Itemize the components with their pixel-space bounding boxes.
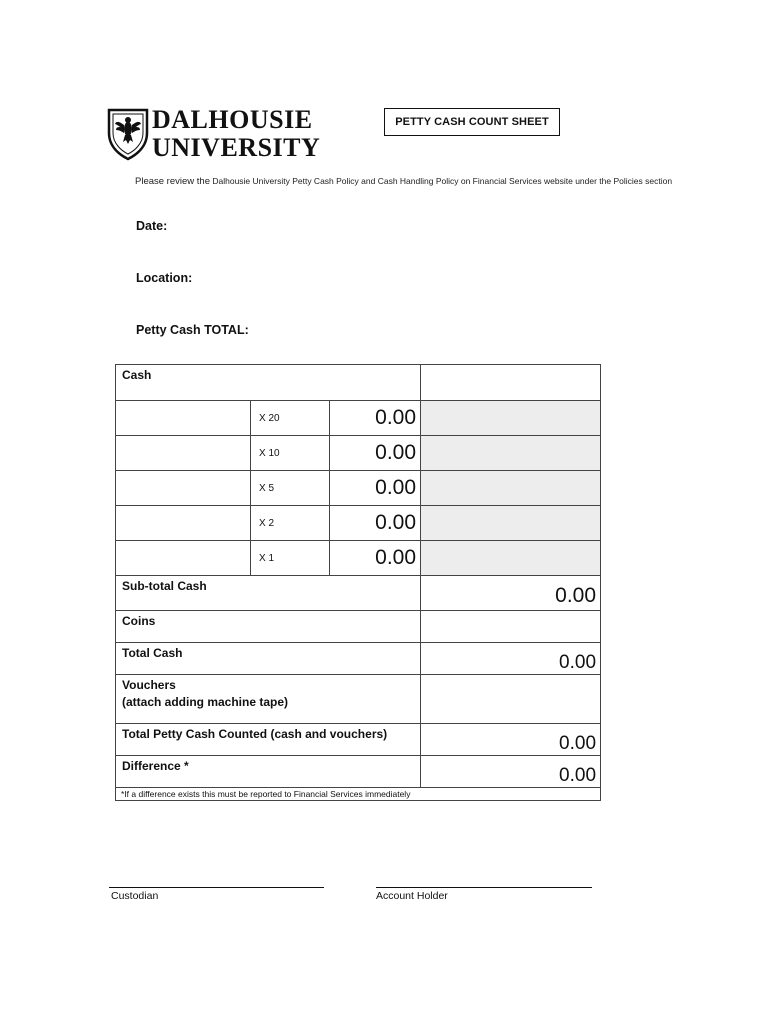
denomination-row xyxy=(116,541,601,576)
subtotal-label: Sub-total Cash xyxy=(116,576,421,611)
footnote-row xyxy=(116,788,601,801)
total-cash-label: Total Cash xyxy=(116,643,421,675)
university-logo-text xyxy=(152,106,320,162)
denomination-row xyxy=(116,436,601,471)
vouchers-value-cell[interactable] xyxy=(421,675,601,724)
vouchers-row xyxy=(116,675,601,724)
policy-notice-lead: Please review the xyxy=(135,176,210,187)
custodian-label: Custodian xyxy=(111,890,159,902)
denomination-count-cell[interactable] xyxy=(116,401,251,436)
denomination-count-cell[interactable] xyxy=(116,541,251,576)
cash-count-table xyxy=(115,364,601,801)
petty-cash-total-label: Petty Cash TOTAL: xyxy=(136,323,249,337)
logo-line-2: UNIVERSITY xyxy=(152,133,321,162)
multiplier-label: X 1 xyxy=(251,541,330,576)
difference-footnote: *If a difference exists this must be reported to Financial Services immediately xyxy=(116,788,601,801)
location-label: Location: xyxy=(136,271,193,285)
cash-header-empty-cell[interactable] xyxy=(421,365,601,401)
multiplier-label: X 20 xyxy=(251,401,330,436)
denomination-count-cell[interactable] xyxy=(116,471,251,506)
denomination-row xyxy=(116,401,601,436)
shaded-cell xyxy=(421,436,601,471)
total-counted-label: Total Petty Cash Counted (cash and vouchers) xyxy=(116,724,421,756)
multiplier-label: X 10 xyxy=(251,436,330,471)
shaded-cell xyxy=(421,401,601,436)
denomination-value: 0.00 xyxy=(330,436,421,471)
account-holder-label: Account Holder xyxy=(376,890,448,902)
difference-row xyxy=(116,756,601,788)
total-cash-row xyxy=(116,643,601,675)
denomination-count-cell[interactable] xyxy=(116,506,251,541)
multiplier-label: X 5 xyxy=(251,471,330,506)
policy-notice-rest: Dalhousie University Petty Cash Policy and Cash Handling Policy on Financial Services website under the Policies section xyxy=(212,176,673,186)
vouchers-sub-label: (attach adding machine tape) xyxy=(122,695,289,709)
denomination-row xyxy=(116,506,601,541)
total-cash-value: 0.00 xyxy=(421,643,601,675)
cash-header-row xyxy=(116,365,601,401)
account-holder-signature-line xyxy=(376,887,592,888)
total-counted-row xyxy=(116,724,601,756)
coins-value-cell[interactable] xyxy=(421,611,601,643)
subtotal-value: 0.00 xyxy=(421,576,601,611)
cash-label: Cash xyxy=(116,365,421,401)
difference-value: 0.00 xyxy=(421,756,601,788)
custodian-signature-line xyxy=(109,887,324,888)
denomination-value: 0.00 xyxy=(330,401,421,436)
vouchers-label: Vouchers xyxy=(122,678,176,692)
shaded-cell xyxy=(421,506,601,541)
subtotal-row xyxy=(116,576,601,611)
denomination-value: 0.00 xyxy=(330,541,421,576)
shaded-cell xyxy=(421,541,601,576)
shaded-cell xyxy=(421,471,601,506)
policy-notice xyxy=(135,176,672,187)
coins-label: Coins xyxy=(116,611,421,643)
denomination-value: 0.00 xyxy=(330,506,421,541)
form-title: PETTY CASH COUNT SHEET xyxy=(384,108,560,136)
difference-label: Difference * xyxy=(116,756,421,788)
denomination-count-cell[interactable] xyxy=(116,436,251,471)
logo-line-1: DALHOUSIE xyxy=(152,105,313,134)
vouchers-label-cell xyxy=(116,675,421,724)
denomination-value: 0.00 xyxy=(330,471,421,506)
date-label: Date: xyxy=(136,219,168,233)
multiplier-label: X 2 xyxy=(251,506,330,541)
total-counted-value: 0.00 xyxy=(421,724,601,756)
denomination-row xyxy=(116,471,601,506)
dalhousie-crest-logo xyxy=(106,107,150,161)
coins-row xyxy=(116,611,601,643)
